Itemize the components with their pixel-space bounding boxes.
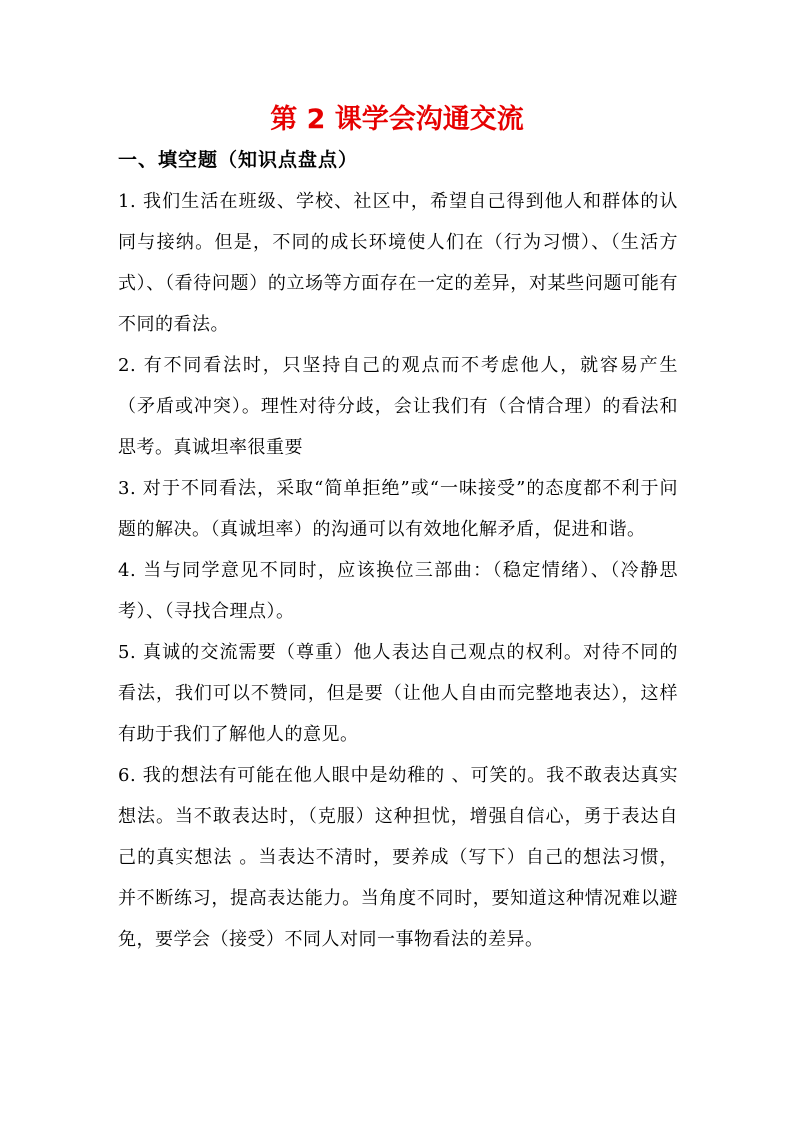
question-item-1: 1. 我们生活在班级、学校、社区中，希望自己得到他人和群体的认同与接纳。但是，不同的成长环境使人们在（行为习惯）、（生活方式）、（看待问题）的立场等方面存在一定的差异，对某些问题可能有不同的看法。 (118, 191, 678, 335)
question-item-2: 2. 有不同看法时，只坚持自己的观点而不考虑他人，就容易产生（矛盾或冲突）。理性对待分歧，会让我们有（合情合理）的看法和思考。真诚坦率很重要 (118, 355, 678, 458)
section-heading: 一、填空题（知识点盘点） (118, 149, 359, 171)
question-item-6: 6. 我的想法有可能在他人眼中是幼稚的 、可笑的。我不敢表达真实想法。当不敢表达时，（克服）这种担忧，增强自信心，勇于表达自己的真实想法 。当表达不清时，要养成（写下）自己的想法习惯，并不断练习，提高表达能力。当角度不同时，要知道这种情况难以避免，要学会（接受）不同人对同一事物看法的差异。 (118, 765, 678, 950)
question-list (118, 181, 678, 960)
question-item-3: 3. 对于不同看法，采取“简单拒绝”或“一味接受”的态度都不利于问题的解决。（真诚坦率）的沟通可以有效地化解矛盾，促进和谐。 (118, 478, 678, 540)
question-item-4: 4. 当与同学意见不同时，应该换位三部曲：（稳定情绪）、（冷静思考）、（寻找合理点）。 (118, 560, 678, 622)
question-item-5: 5. 真诚的交流需要（尊重）他人表达自己观点的权利。对待不同的看法，我们可以不赞同，但是要（让他人自由而完整地表达），这样有助于我们了解他人的意见。 (118, 642, 678, 745)
page-title: 第 2 课学会沟通交流 (270, 104, 524, 135)
